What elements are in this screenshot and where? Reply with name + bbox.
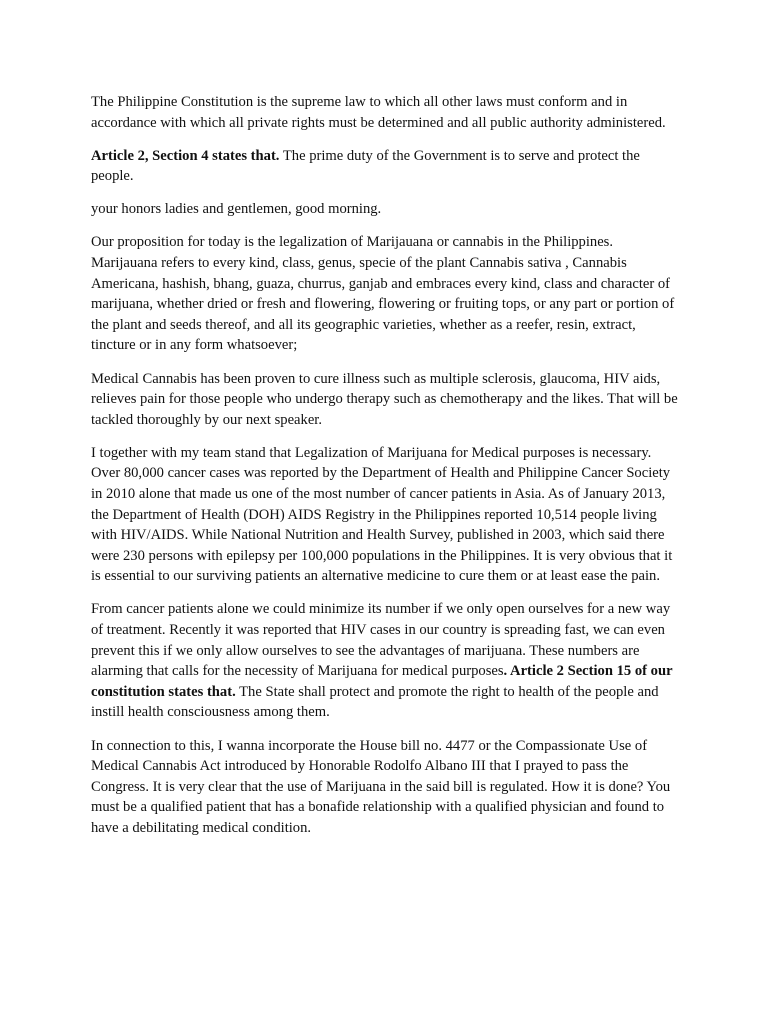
paragraph-greeting: your honors ladies and gentlemen, good morning. (91, 201, 382, 218)
article-2-section-4-heading: Article 2, Section 4 states that. (91, 147, 280, 164)
paragraph-proposition: Our proposition for today is the legalization of Marijauana or cannabis in the Philippines. Marijauana refers to every kind, class, genus, specie of the plant Cannabis sativa , Cannabis Americana, hashish, bhang, guaza, churrus, ganjab and embraces every kind, class and character of marijuana, whether dried or fresh and flowering, flowering or fruiting tops, or any part or portion of the plant and seeds thereof, and all its geographic varieties, whether as a reefer, resin, extract, tincture or in any form whatsoever; (91, 234, 675, 354)
paragraph-article-2-section-4 (91, 146, 681, 187)
paragraph-article-2-section-15 (91, 599, 681, 723)
paragraph-constitution: The Philippine Constitution is the supreme law to which all other laws must conform and in accordance with which all private rights must be determined and all public authority administered. (91, 94, 666, 131)
article-2-section-4-text: The prime duty of the Government is to serve and protect the people. (91, 147, 640, 185)
paragraph-medical-cannabis: Medical Cannabis has been proven to cure illness such as multiple sclerosis, glaucoma, HIV aids, relieves pain for those people who undergo therapy such as chemotherapy and the likes. That will be tackled thoroughly by our next speaker. (91, 370, 678, 428)
document-page (91, 92, 681, 851)
article-2-section-15-text: The State shall protect and promote the right to health of the people and instill health consciousness among them. (91, 683, 659, 721)
article-2-section-15-heading: . Article 2 Section 15 of our constitution states that. (91, 663, 673, 700)
paragraph-house-bill: In connection to this, I wanna incorporate the House bill no. 4477 or the Compassionate Use of Medical Cannabis Act introduced by Honorable Rodolfo Albano III that I prayed to pass the Congress. It is very clear that the use of Marijuana in the said bill is regulated. How it is done? You must be a qualified patient that has a bonafide relationship with a qualified physician and found to have a debilitating medical condition. (91, 737, 671, 836)
treatment-text: From cancer patients alone we could minimize its number if we only open ourselves for a new way of treatment. Recently it was reported that HIV cases in our country is spreading fast, we can even prevent this if we only allow ourselves to see the advantages of marijuana. These numbers are alarming that calls for the necessity of Marijuana for medical purposes (91, 601, 671, 680)
paragraph-statistics: I together with my team stand that Legalization of Marijuana for Medical purposes is necessary. Over 80,000 cancer cases was reported by the Department of Health and Philippine Cancer Society in 2010 alone that made us one of the most number of cancer patients in Asia. As of January 2013, the Department of Health (DOH) AIDS Registry in the Philippines reported 10,514 people living with HIV/AIDS. While National Nutrition and Health Survey, published in 2003, which said there were 230 persons with epilepsy per 100,000 populations in the Philippines. It is very obvious that it is essential to our surviving patients an alternative medicine to cure them or at least ease the pain. (91, 444, 673, 585)
